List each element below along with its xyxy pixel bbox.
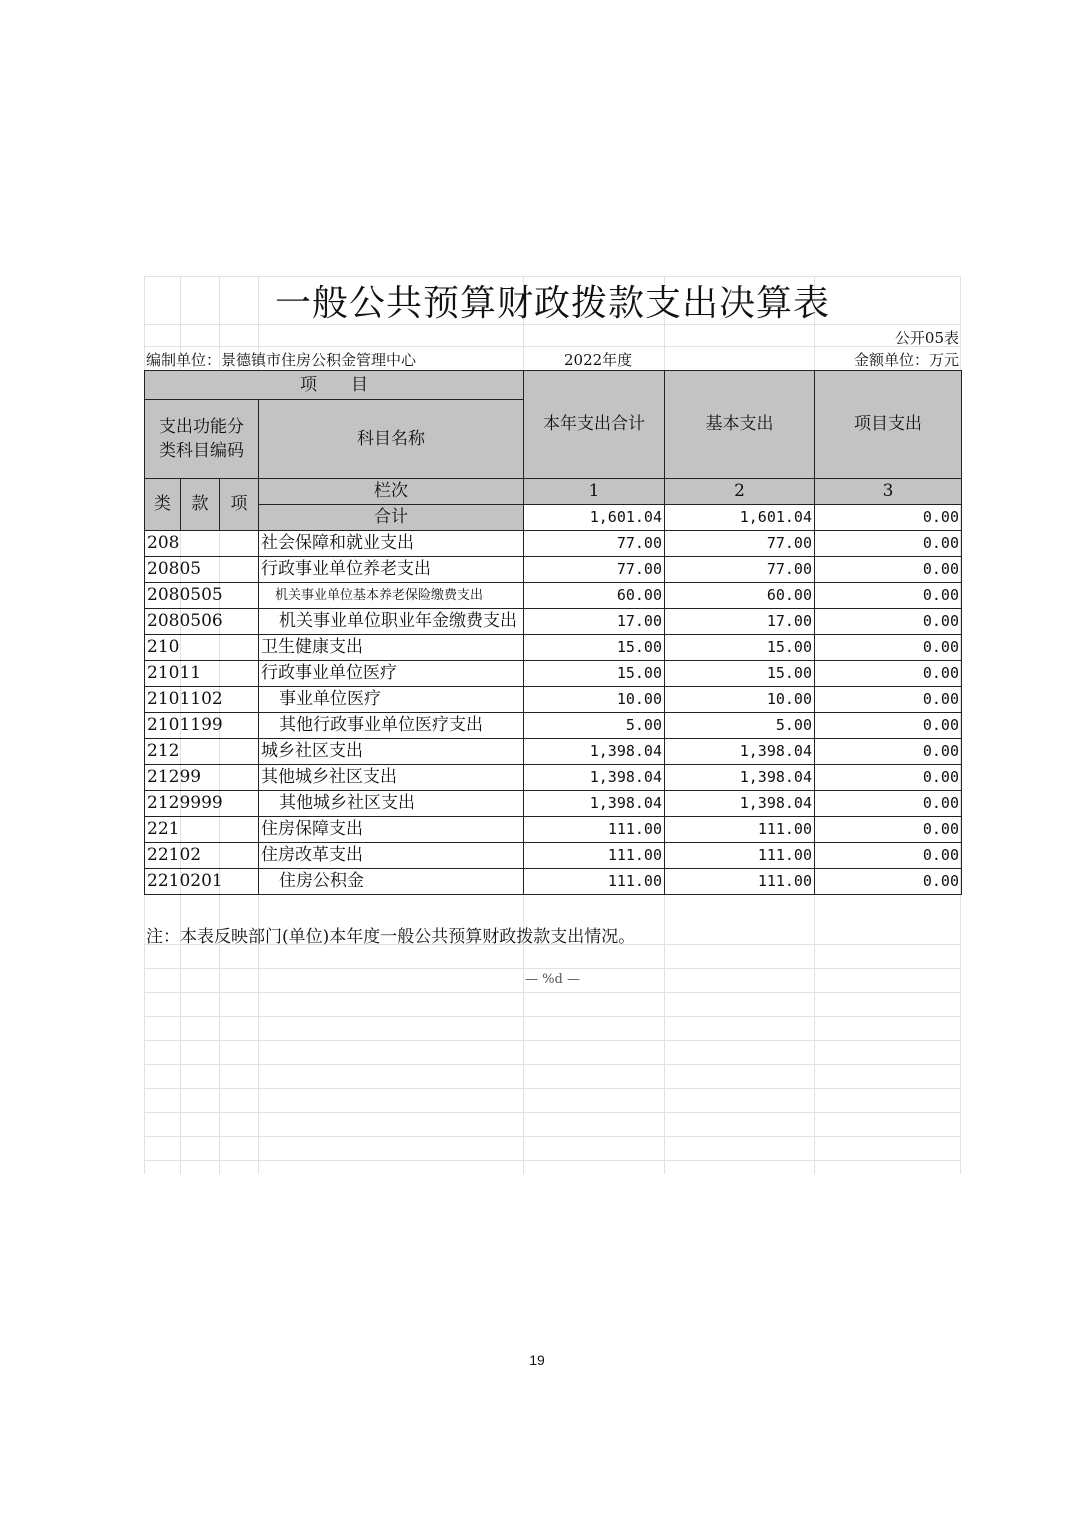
row-code: 212 (145, 739, 259, 765)
row-code: 2080505 (145, 583, 259, 609)
row-basic: 1,398.04 (665, 739, 815, 765)
row-name: 社会保障和就业支出 (259, 531, 524, 557)
row-project: 0.00 (815, 791, 962, 817)
row-basic: 111.00 (665, 843, 815, 869)
total-label: 合计 (259, 505, 524, 531)
row-code: 2080506 (145, 609, 259, 635)
table-row (145, 531, 962, 557)
table-row (145, 635, 962, 661)
fiscal-year: 2022年度 (564, 351, 633, 369)
row-project: 0.00 (815, 687, 962, 713)
total-sum: 1,601.04 (524, 505, 665, 531)
row-total: 10.00 (524, 687, 665, 713)
row-name: 其他行政事业单位医疗支出 (259, 713, 524, 739)
row-total: 77.00 (524, 531, 665, 557)
table-row (145, 661, 962, 687)
row-project: 0.00 (815, 661, 962, 687)
row-code: 210 (145, 635, 259, 661)
header-xiang: 项 (220, 479, 259, 531)
row-code: 2101199 (145, 713, 259, 739)
gridline (144, 992, 961, 993)
gridline (144, 1112, 961, 1113)
row-total: 1,398.04 (524, 739, 665, 765)
row-code: 2101102 (145, 687, 259, 713)
header-lei: 类 (145, 479, 181, 531)
row-total: 1,398.04 (524, 791, 665, 817)
gridline (144, 1088, 961, 1089)
row-basic: 77.00 (665, 531, 815, 557)
row-project: 0.00 (815, 635, 962, 661)
table-note: 注：本表反映部门(单位)本年度一般公共预算财政拨款支出情况。 (146, 927, 636, 947)
row-basic: 5.00 (665, 713, 815, 739)
row-basic: 10.00 (665, 687, 815, 713)
header-basic: 基本支出 (665, 371, 815, 479)
amount-unit: 金额单位：万元 (853, 351, 959, 369)
row-name: 住房保障支出 (259, 817, 524, 843)
row-total: 77.00 (524, 557, 665, 583)
row-total: 15.00 (524, 661, 665, 687)
row-project: 0.00 (815, 843, 962, 869)
gridline (144, 1136, 961, 1137)
gridline (144, 346, 961, 347)
total-project: 0.00 (815, 505, 962, 531)
table-row (145, 791, 962, 817)
row-name: 城乡社区支出 (259, 739, 524, 765)
row-project: 0.00 (815, 765, 962, 791)
row-project: 0.00 (815, 557, 962, 583)
row-total: 15.00 (524, 635, 665, 661)
gridline (144, 1040, 961, 1041)
header-subject-name: 科目名称 (259, 400, 524, 479)
row-basic: 60.00 (665, 583, 815, 609)
row-basic: 1,398.04 (665, 765, 815, 791)
row-total: 111.00 (524, 869, 665, 895)
table-row (145, 817, 962, 843)
table-row (145, 713, 962, 739)
row-code: 2210201 (145, 869, 259, 895)
header-lanci: 栏次 (259, 479, 524, 505)
row-name: 机关事业单位基本养老保险缴费支出 (259, 583, 524, 609)
row-name: 行政事业单位医疗 (259, 661, 524, 687)
table-row (145, 583, 962, 609)
row-name: 住房公积金 (259, 869, 524, 895)
table-number: 公开05表 (894, 329, 959, 347)
row-basic: 77.00 (665, 557, 815, 583)
row-basic: 1,398.04 (665, 791, 815, 817)
row-total: 5.00 (524, 713, 665, 739)
col-index-2: 2 (665, 479, 815, 505)
col-index-3: 3 (815, 479, 962, 505)
col-index-1: 1 (524, 479, 665, 505)
org-label: 编制单位：景德镇市住房公积金管理中心 (146, 351, 417, 369)
row-basic: 15.00 (665, 661, 815, 687)
table-row (145, 843, 962, 869)
spreadsheet-page (144, 276, 961, 1174)
row-code: 2129999 (145, 791, 259, 817)
row-project: 0.00 (815, 609, 962, 635)
row-basic: 17.00 (665, 609, 815, 635)
row-project: 0.00 (815, 869, 962, 895)
header-project: 项目支出 (815, 371, 962, 479)
table-row (145, 609, 962, 635)
row-total: 111.00 (524, 817, 665, 843)
table-row (145, 687, 962, 713)
table-row (145, 869, 962, 895)
row-basic: 15.00 (665, 635, 815, 661)
header-total: 本年支出合计 (524, 371, 665, 479)
row-name: 住房改革支出 (259, 843, 524, 869)
row-name: 行政事业单位养老支出 (259, 557, 524, 583)
header-func-code: 支出功能分类科目编码 (145, 400, 259, 479)
row-total: 60.00 (524, 583, 665, 609)
row-code: 22102 (145, 843, 259, 869)
page-title: 一般公共预算财政拨款支出决算表 (274, 283, 830, 324)
row-name: 机关事业单位职业年金缴费支出 (259, 609, 524, 635)
row-code: 221 (145, 817, 259, 843)
page-number: 19 (529, 1352, 545, 1368)
header-kuan: 款 (181, 479, 220, 531)
gridline (144, 968, 961, 969)
row-code: 208 (145, 531, 259, 557)
row-project: 0.00 (815, 713, 962, 739)
gridline (144, 1064, 961, 1065)
row-name: 其他城乡社区支出 (259, 765, 524, 791)
gridline (144, 1016, 961, 1017)
row-basic: 111.00 (665, 869, 815, 895)
table-row (145, 765, 962, 791)
row-code: 21011 (145, 661, 259, 687)
row-total: 111.00 (524, 843, 665, 869)
row-name: 事业单位医疗 (259, 687, 524, 713)
page-marker: — %d — (525, 972, 580, 987)
row-basic: 111.00 (665, 817, 815, 843)
row-code: 20805 (145, 557, 259, 583)
row-total: 17.00 (524, 609, 665, 635)
row-code: 21299 (145, 765, 259, 791)
row-project: 0.00 (815, 531, 962, 557)
row-name: 卫生健康支出 (259, 635, 524, 661)
expenditure-table (144, 370, 962, 895)
row-total: 1,398.04 (524, 765, 665, 791)
table-row (145, 739, 962, 765)
total-basic: 1,601.04 (665, 505, 815, 531)
row-project: 0.00 (815, 583, 962, 609)
row-name: 其他城乡社区支出 (259, 791, 524, 817)
row-project: 0.00 (815, 817, 962, 843)
gridline (144, 1160, 961, 1161)
table-row (145, 557, 962, 583)
header-item: 项 目 (145, 371, 524, 400)
row-project: 0.00 (815, 739, 962, 765)
